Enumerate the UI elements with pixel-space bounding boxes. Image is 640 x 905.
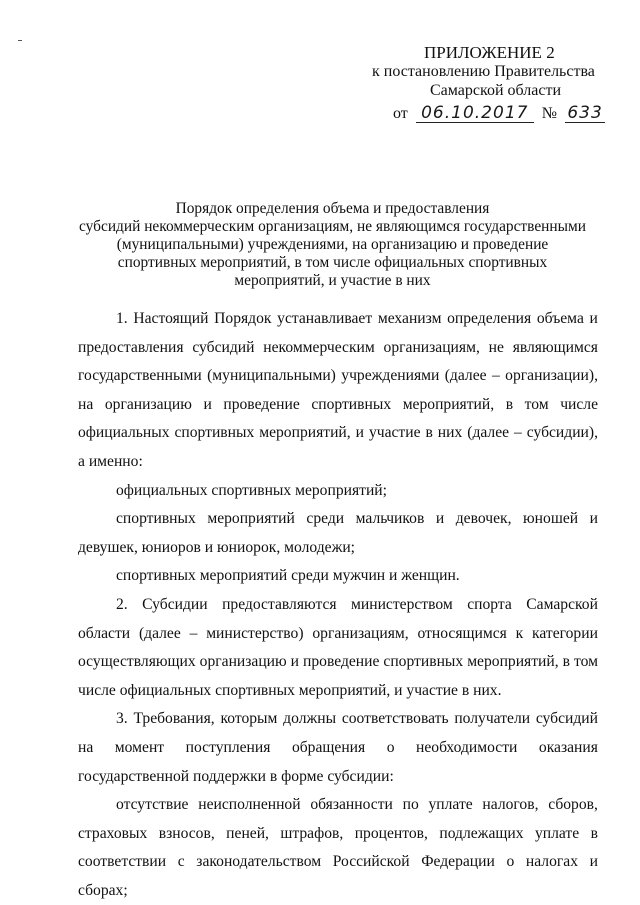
word: министерство) (206, 624, 304, 642)
word: Федерации (421, 853, 495, 871)
text-line (78, 648, 598, 677)
word: взносов, (158, 824, 215, 842)
word: том (524, 395, 549, 413)
word: налогах (525, 853, 579, 871)
word: министерством (351, 595, 453, 613)
word: и (355, 424, 364, 442)
word: к (515, 624, 524, 642)
word: являющимся (512, 338, 598, 356)
word: организациям, (312, 624, 409, 642)
word: соответствовать (341, 710, 449, 728)
word: организацию (104, 395, 192, 413)
word: момент (114, 738, 165, 756)
number-prefix: № (541, 105, 558, 122)
word: 3. (116, 710, 128, 728)
word: спортивных (383, 653, 464, 671)
word: Требования, (133, 710, 215, 728)
word: устанавливает (277, 310, 373, 327)
word: в (590, 824, 598, 842)
word: – (189, 624, 198, 642)
title-line: субсидий некоммерческим организациям, не являющимся государственными (79, 218, 586, 235)
word: (далее (138, 624, 181, 642)
word: и (435, 510, 445, 528)
word: мальчиков (355, 510, 425, 528)
word: предоставляются (222, 595, 337, 613)
text-line (78, 820, 598, 849)
word: о (386, 738, 395, 756)
text-line (78, 305, 598, 334)
text-line (78, 391, 598, 420)
word: а именно: (78, 452, 143, 470)
word: субсидий (535, 710, 598, 728)
word: и (589, 310, 598, 327)
word: сборов, (548, 796, 598, 814)
word: законодательством (196, 853, 322, 871)
word: пеней, (226, 824, 269, 842)
word: Российской (332, 853, 410, 871)
word: субсидий (192, 338, 255, 356)
word: 2. (116, 595, 128, 613)
word: подлежащих (439, 824, 524, 842)
word: спортивных (174, 424, 255, 442)
word: неисполненной (198, 796, 301, 814)
handwritten-date: 06.10.2017 (416, 105, 534, 123)
word: – (491, 367, 500, 385)
word: страховых (78, 824, 148, 842)
word: о (506, 853, 515, 871)
word: участие (368, 424, 421, 442)
document-title (70, 200, 595, 290)
text-line (78, 448, 598, 477)
text-line (78, 419, 598, 448)
word: Самарской (526, 595, 598, 613)
word: налогов, (482, 796, 539, 814)
word: на (78, 738, 94, 756)
word: соответствии (78, 853, 167, 871)
word: обращения (291, 738, 366, 756)
word: в (425, 424, 433, 442)
word: (муниципальными) (207, 367, 336, 385)
title-line: мероприятий, и участие в них (234, 272, 431, 289)
word: области (78, 624, 131, 642)
text-line (78, 534, 598, 563)
word: категории (532, 624, 598, 642)
word: поступления (185, 738, 271, 756)
word: юношей (523, 510, 579, 528)
title-line: (муниципальными) учреждениями, на организацию и проведение (116, 236, 549, 253)
margin-mark (18, 40, 22, 41)
appendix-date-line (372, 104, 612, 123)
word: в (562, 653, 570, 671)
word: спортивных (116, 510, 196, 528)
word: получатели (454, 710, 531, 728)
word: мероприятий, (402, 395, 495, 413)
word: спорта (467, 595, 512, 613)
text-line (78, 562, 598, 591)
word: Порядок (214, 310, 272, 327)
appendix-header (372, 43, 612, 123)
word: организацию (199, 653, 287, 671)
text-line (78, 734, 598, 763)
word: должны (283, 710, 337, 728)
word: (далее (467, 424, 510, 442)
text-line (78, 763, 598, 792)
text-line (78, 877, 598, 905)
word: мероприятий, (467, 653, 559, 671)
word: проведение (303, 653, 380, 671)
word: Настоящий (133, 310, 209, 327)
word: обязанности (310, 796, 393, 814)
word: механизм (377, 310, 442, 327)
word: (далее (444, 367, 487, 385)
document-body (78, 305, 598, 905)
word: и (589, 853, 598, 871)
text-line (78, 477, 598, 506)
word: мероприятий (207, 510, 295, 528)
word: предоставления (78, 338, 184, 356)
text-line (78, 591, 598, 620)
date-prefix: от (393, 105, 408, 122)
word: определения (447, 310, 532, 327)
word: спортивных мероприятий среди мужчин и женщин. (116, 567, 460, 585)
text-line (78, 334, 598, 363)
word: уплате (428, 796, 473, 814)
word: оказания (538, 738, 598, 756)
word: спортивных (311, 395, 392, 413)
word: девочек, (455, 510, 512, 528)
appendix-line-2: к постановлению Правительства (372, 63, 595, 80)
word: организациям, (383, 338, 480, 356)
word: в (505, 395, 514, 413)
word: и (589, 510, 598, 528)
word: отсутствие (116, 796, 189, 814)
text-line (78, 791, 598, 820)
word: том (573, 653, 598, 671)
word: мероприятий, (259, 424, 351, 442)
text-line (78, 705, 598, 734)
word: организации), (505, 367, 598, 385)
word: числе официальных спортивных мероприятий, и участие в них. (78, 681, 502, 699)
word: и (290, 653, 300, 671)
word: официальных спортивных мероприятий; (116, 481, 387, 499)
text-line (78, 362, 598, 391)
word: Субсидии (142, 595, 208, 613)
text-line (78, 848, 598, 877)
word: не (488, 338, 504, 356)
word: которым (220, 710, 278, 728)
title-line: спортивных мероприятий, в том числе официальных спортивных (117, 254, 548, 271)
word: сборах; (78, 881, 128, 899)
word: с (177, 853, 185, 871)
word: девушек, юниоров и юниорок, молодежи; (78, 538, 356, 556)
word: 1. (116, 310, 128, 327)
word: субсидии), (526, 424, 598, 442)
word: официальных (78, 424, 170, 442)
word: учреждениями (341, 367, 440, 385)
word: них (437, 424, 463, 442)
word: штрафов, (280, 824, 344, 842)
word: числе (560, 395, 598, 413)
word: процентов, (354, 824, 428, 842)
text-line (78, 620, 598, 649)
handwritten-number: 633 (565, 105, 605, 123)
word: среди (306, 510, 345, 528)
appendix-line-3: Самарской области (430, 82, 561, 99)
word: государственной поддержки в форме субсидии: (78, 767, 394, 785)
word: уплате (534, 824, 580, 842)
word: государственными (78, 367, 202, 385)
word: объема (536, 310, 584, 327)
word: на (78, 395, 94, 413)
word: и (203, 395, 212, 413)
appendix-title: ПРИЛОЖЕНИЕ 2 (424, 43, 555, 62)
word: по (402, 796, 419, 814)
word: относящимся (417, 624, 507, 642)
word: осуществляющих (78, 653, 196, 671)
text-line (78, 677, 598, 706)
word: проведение (223, 395, 300, 413)
word: некоммерческим (263, 338, 375, 356)
title-line: Порядок определения объема и предоставления (175, 200, 490, 217)
text-line (78, 505, 598, 534)
word: – (514, 424, 522, 442)
word: необходимости (416, 738, 518, 756)
